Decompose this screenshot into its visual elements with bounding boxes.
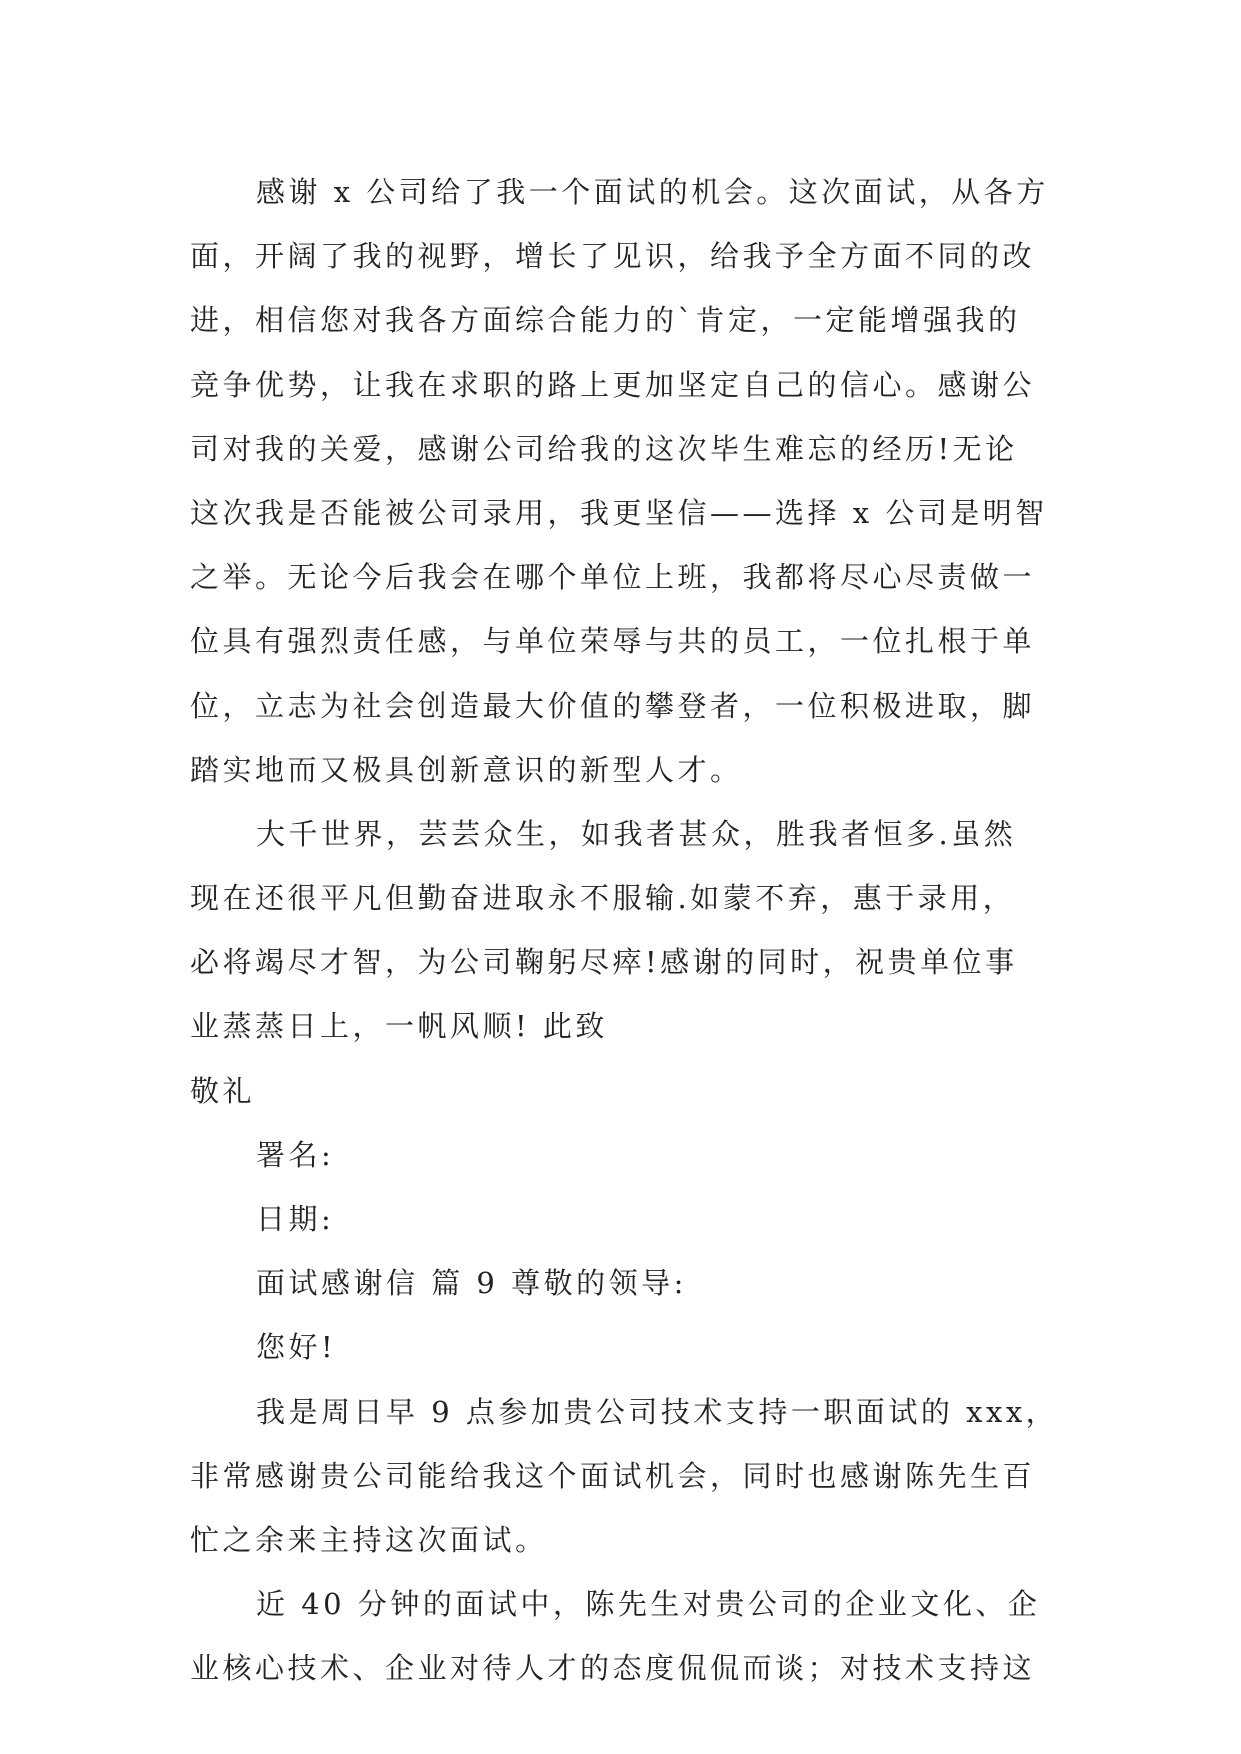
closing-salutation: 敬礼 [190, 1073, 256, 1108]
text-line: 司对我的关爱，感谢公司给我的这次毕生难忘的经历!无论 [190, 431, 1018, 466]
text-line: 之举。无论今后我会在哪个单位上班，我都将尽心尽责做一 [190, 560, 1036, 595]
text-line: 进，相信您对我各方面综合能力的`肯定，一定能增强我的 [190, 303, 1021, 338]
text-line: 非常感谢贵公司能给我这个面试机会，同时也感谢陈先生百 [190, 1458, 1036, 1493]
text-line: 位，立志为社会创造最大价值的攀登者，一位积极进取，脚 [190, 688, 1036, 723]
text-line: 竞争优势，让我在求职的路上更加坚定自己的信心。感谢公 [190, 367, 1036, 402]
text-line: 业蒸蒸日上，一帆风顺! 此致 [190, 1009, 608, 1044]
text-line: 我是周日早 9 点参加贵公司技术支持一职面试的 xxx， [256, 1394, 1059, 1429]
text-line: 近 40 分钟的面试中，陈先生对贵公司的企业文化、企 [256, 1587, 1041, 1622]
text-line: 感谢 x 公司给了我一个面试的机会。这次面试，从各方 [256, 175, 1049, 209]
text-line: 必将竭尽才智，为公司鞠躬尽瘁!感谢的同时，祝贵单位事 [190, 945, 1018, 980]
text-line: 大千世界，芸芸众生，如我者甚众，胜我者恒多.虽然 [256, 816, 1017, 851]
text-line: 位具有强烈责任感，与单位荣辱与共的员工，一位扎根于单 [190, 624, 1036, 659]
text-line: 面，开阔了我的视野，增长了见识，给我予全方面不同的改 [190, 239, 1036, 274]
text-line: 业核心技术、企业对待人才的态度侃侃而谈；对技术支持这 [190, 1651, 1036, 1686]
signature-label: 署名: [256, 1137, 335, 1172]
text-line: 忙之余来主持这次面试。 [190, 1522, 548, 1557]
document-body [190, 160, 1059, 1701]
text-line: 踏实地而又极具创新意识的新型人才。 [190, 752, 743, 787]
text-line: 这次我是否能被公司录用，我更坚信——选择 x 公司是明智 [190, 495, 1048, 530]
section-heading: 面试感谢信 篇 9 尊敬的领导: [256, 1266, 687, 1301]
text-line: 现在还很平凡但勤奋进取永不服输.如蒙不弃，惠于录用， [190, 881, 1016, 916]
date-label: 日期: [256, 1202, 335, 1236]
greeting: 您好! [256, 1330, 337, 1365]
